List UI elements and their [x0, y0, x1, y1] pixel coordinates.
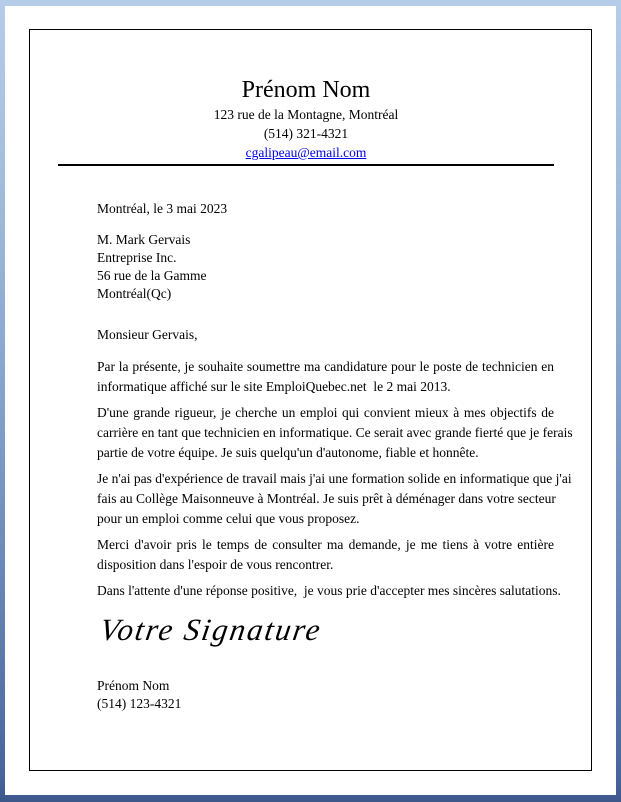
letter-header — [58, 30, 554, 162]
date-line: Montréal, le 3 mai 2023 — [97, 201, 228, 216]
sender-block — [97, 677, 554, 713]
recipient-line: 56 rue de la Gamme — [97, 268, 207, 283]
paragraph-line: Je n'ai pas d'expérience de travail mais j'ai une formation solide en informatique que j'ai — [97, 471, 572, 486]
sender-phone: (514) 123-4321 — [97, 696, 182, 711]
header-email-line — [58, 143, 554, 162]
page-border — [29, 29, 592, 771]
letter-body — [97, 199, 573, 713]
letter-page — [5, 6, 616, 795]
paragraph-line: disposition dans l'espoir de vous rencontrer. — [97, 557, 334, 572]
body-paragraphs — [97, 357, 573, 601]
sender-name: Prénom Nom — [97, 678, 170, 693]
paragraph-line: D'une grande rigueur, je cherche un emploi qui convient mieux à mes objectifs de — [97, 405, 554, 420]
paragraph-line: partie de votre équipe. Je suis quelqu'un d'autonome, fiable et honnête. — [97, 445, 479, 460]
recipient-line: M. Mark Gervais — [97, 232, 191, 247]
recipient-block — [97, 231, 554, 303]
signature-script: Votre Signature — [97, 612, 325, 647]
paragraph-line: Merci d'avoir pris le temps de consulter ma demande, je me tiens à votre entière — [97, 537, 554, 552]
header-phone: (514) 321-4321 — [263, 126, 349, 141]
paragraph-line: pour un emploi comme celui que vous proposez. — [97, 511, 360, 526]
paragraph — [97, 403, 573, 463]
paragraph-line: fais au Collège Maisonneuve à Montréal. Je suis prêt à déménager dans votre secteur — [97, 491, 556, 506]
paragraph — [97, 535, 554, 575]
paragraph — [97, 469, 572, 529]
header-divider — [58, 164, 554, 166]
paragraph — [97, 581, 561, 601]
email-link[interactable]: cgalipeau@email.com — [245, 145, 367, 160]
header-sender-name: Prénom Nom — [241, 77, 371, 103]
paragraph-line: carrière en tant que technicien en informatique. Ce serait avec grande fierté que je ferais — [97, 425, 573, 440]
salutation: Monsieur Gervais, — [97, 327, 198, 342]
paragraph-line: Par la présente, je souhaite soumettre ma candidature pour le poste de technicien en — [97, 359, 554, 374]
header-address: 123 rue de la Montagne, Montréal — [213, 107, 399, 122]
paragraph-line: Dans l'attente d'une réponse positive, je vous prie d'accepter mes sincères salutations. — [97, 583, 561, 598]
recipient-line: Entreprise Inc. — [97, 250, 177, 265]
paragraph-line: informatique affiché sur le site EmploiQuebec.net le 2 mai 2013. — [97, 379, 451, 394]
paragraph — [97, 357, 554, 397]
recipient-line: Montréal(Qc) — [97, 286, 172, 301]
